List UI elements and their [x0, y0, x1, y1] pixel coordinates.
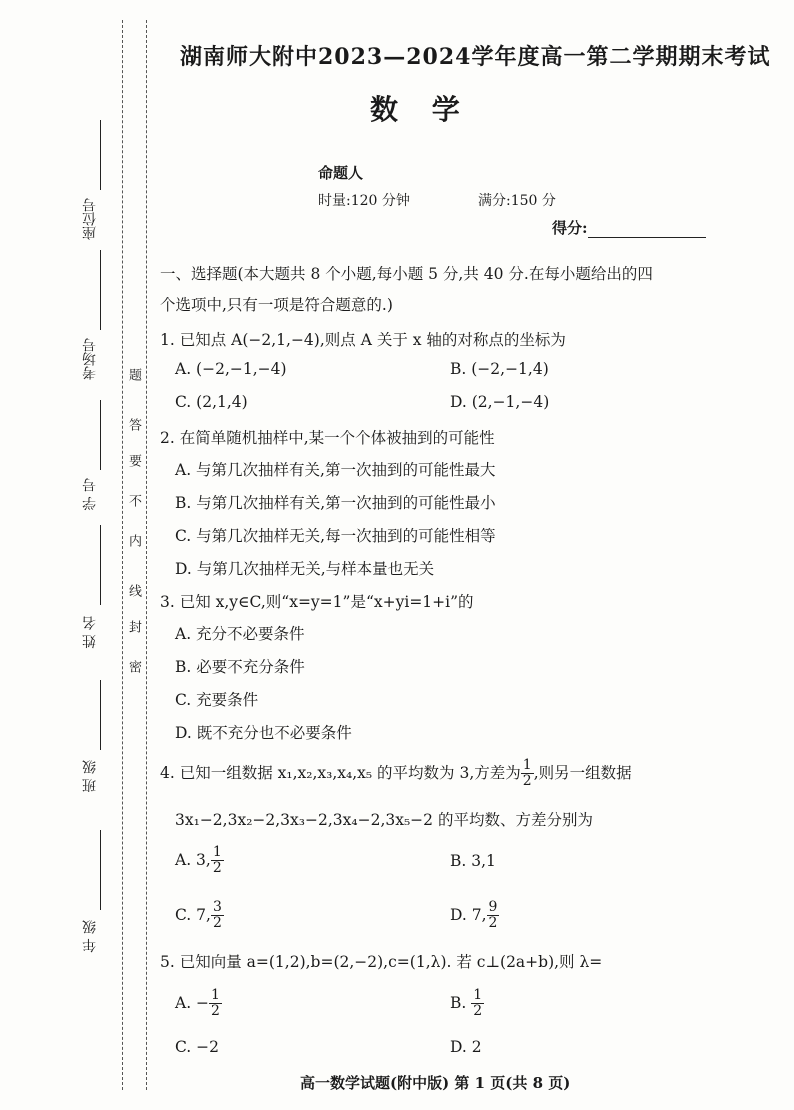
question-5-option-a — [175, 988, 222, 1020]
time-limit: 时量:120 分钟 — [318, 193, 410, 209]
question-3-option-b: B. 必要不充分条件 — [175, 658, 305, 676]
question-3-option-d: D. 既不充分也不必要条件 — [175, 724, 352, 742]
fraction — [211, 900, 224, 932]
score-blank[interactable] — [588, 221, 706, 238]
fraction-denominator: 2 — [473, 1003, 483, 1020]
question-1-option-d: D. (2,−1,−4) — [450, 393, 550, 411]
option-label: B. — [450, 993, 472, 1012]
question-4-stem-text: 4. 已知一组数据 x₁,x₂,x₃,x₄,x₅ 的平均数为 3,方差为 — [160, 763, 521, 782]
fraction-numerator: 9 — [488, 899, 498, 915]
question-5-option-c: C. −2 — [175, 1038, 220, 1056]
fraction-denominator: 2 — [212, 860, 222, 877]
question-1-option-a: A. (−2,−1,−4) — [175, 360, 287, 378]
fraction-numerator: 1 — [473, 987, 483, 1003]
name-label: 姓 名 — [82, 616, 98, 649]
binding-char: 题 — [126, 368, 141, 381]
class-label: 班 级 — [82, 760, 98, 793]
fraction-denominator: 2 — [212, 915, 222, 932]
question-3-stem: 3. 已知 x,y∈C,则“x=y=1”是“x+yi=1+i”的 — [160, 593, 474, 611]
question-5-stem: 5. 已知向量 a=(1,2),b=(2,−2),c=(1,λ). 若 c⊥(2a+b),则 λ= — [160, 953, 603, 971]
question-2-option-d: D. 与第几次抽样无关,与样本量也无关 — [175, 560, 435, 578]
question-2-option-c: C. 与第几次抽样无关,每一次抽到的可能性相等 — [175, 527, 496, 545]
student-number-blank — [100, 400, 101, 470]
binding-char: 内 — [126, 534, 141, 547]
option-label: D. 7, — [450, 905, 487, 924]
full-score: 满分:150 分 — [478, 193, 556, 209]
binding-dashed-line-left — [122, 20, 123, 1090]
fraction-denominator: 2 — [211, 1003, 220, 1020]
author-label: 命题人 — [318, 164, 364, 182]
fraction-numerator: 1 — [211, 987, 220, 1003]
question-2-stem: 2. 在简单随机抽样中,某一个个体被抽到的可能性 — [160, 429, 495, 447]
option-label: A. 3, — [175, 850, 211, 869]
question-4-option-a — [175, 845, 224, 877]
score-label: 得分: — [552, 219, 588, 237]
binding-char: 密 — [126, 660, 141, 673]
question-3-option-c: C. 充要条件 — [175, 691, 259, 709]
section-heading-cont: 个选项中,只有一项是符合题意的.) — [160, 296, 393, 314]
fraction-numerator: 1 — [522, 757, 532, 773]
question-4-stem — [160, 758, 632, 790]
fraction-numerator: 3 — [212, 899, 222, 915]
question-5-option-d: D. 2 — [450, 1038, 482, 1056]
question-1-option-b: B. (−2,−1,4) — [450, 360, 549, 378]
fraction-denominator: 2 — [522, 773, 532, 790]
fraction — [211, 845, 224, 877]
binding-dashed-line-right — [146, 20, 147, 1090]
binding-char: 要 — [126, 454, 141, 467]
fraction — [487, 900, 500, 932]
question-4-option-c — [175, 900, 224, 932]
question-5-option-b — [450, 988, 484, 1020]
class-blank — [100, 680, 101, 750]
option-label: C. 7, — [175, 905, 211, 924]
subject-title: 数 学 — [370, 93, 472, 126]
name-blank — [100, 525, 101, 605]
exam-room-blank — [100, 250, 101, 330]
fraction — [471, 988, 484, 1020]
binding-char: 线 — [126, 584, 141, 597]
question-3-option-a: A. 充分不必要条件 — [175, 625, 305, 643]
section-heading: 一、选择题(本大题共 8 个小题,每小题 5 分,共 40 分.在每小题给出的四 — [160, 265, 653, 283]
question-4-option-b: B. 3,1 — [450, 852, 496, 870]
seat-number-label: 座位号 — [82, 198, 98, 240]
question-1-option-c: C. (2,1,4) — [175, 393, 248, 411]
binding-char: 答 — [126, 418, 141, 431]
question-1-stem: 1. 已知点 A(−2,1,−4),则点 A 关于 x 轴的对称点的坐标为 — [160, 331, 566, 349]
student-number-label: 学 号 — [82, 478, 98, 511]
question-4-option-d — [450, 900, 499, 932]
fraction-numerator: 1 — [212, 844, 222, 860]
fraction — [209, 988, 222, 1020]
option-label: A. − — [175, 993, 210, 1012]
question-2-option-b: B. 与第几次抽样有关,第一次抽到的可能性最小 — [175, 494, 496, 512]
seat-number-blank — [100, 120, 101, 190]
binding-char: 封 — [126, 620, 141, 633]
score-field[interactable] — [552, 217, 706, 238]
binding-char: 不 — [126, 494, 141, 507]
question-4-stem-text-end: ,则另一组数据 — [533, 763, 632, 782]
fraction — [521, 758, 534, 790]
question-4-stem-line2: 3x₁−2,3x₂−2,3x₃−2,3x₄−2,3x₅−2 的平均数、方差分别为 — [175, 811, 593, 829]
fraction-denominator: 2 — [488, 915, 498, 932]
exam-room-label: 考场号 — [82, 338, 98, 380]
page-footer: 高一数学试题(附中版) 第 1 页(共 8 页) — [300, 1074, 571, 1092]
question-2-option-a: A. 与第几次抽样有关,第一次抽到的可能性最大 — [175, 461, 496, 479]
grade-label: 年 级 — [82, 920, 98, 953]
grade-blank — [100, 830, 101, 910]
exam-title: 湖南师大附中2023—2024学年度高一第二学期期末考试 — [180, 44, 771, 70]
